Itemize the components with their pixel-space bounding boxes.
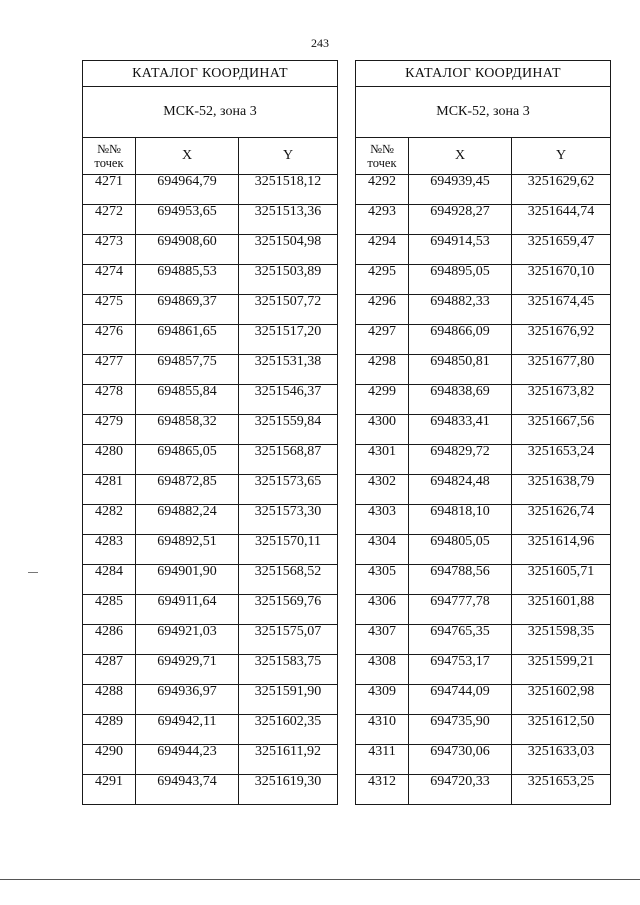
- column-header-x: X: [136, 138, 239, 175]
- table-row: [83, 745, 338, 775]
- table-row: [356, 625, 611, 655]
- column-header-point-number: [356, 138, 409, 175]
- table-row: [83, 655, 338, 685]
- point-number-cell: 4272: [83, 205, 136, 235]
- table-row: [356, 415, 611, 445]
- y-coordinate-cell: 3251601,88: [512, 595, 611, 625]
- x-coordinate-cell: 694858,32: [136, 415, 239, 445]
- point-number-cell: 4288: [83, 685, 136, 715]
- y-coordinate-cell: 3251583,75: [239, 655, 338, 685]
- y-coordinate-cell: 3251518,12: [239, 175, 338, 205]
- y-coordinate-cell: 3251602,35: [239, 715, 338, 745]
- column-header-y: Y: [239, 138, 338, 175]
- x-coordinate-cell: 694788,56: [409, 565, 512, 595]
- column-header-num-line2: точек: [94, 156, 124, 170]
- y-coordinate-cell: 3251612,50: [512, 715, 611, 745]
- table-row: [83, 175, 338, 205]
- point-number-cell: 4280: [83, 445, 136, 475]
- y-coordinate-cell: 3251676,92: [512, 325, 611, 355]
- y-coordinate-cell: 3251568,52: [239, 565, 338, 595]
- column-header-num-line1: №№: [370, 142, 394, 156]
- x-coordinate-cell: 694929,71: [136, 655, 239, 685]
- point-number-cell: 4281: [83, 475, 136, 505]
- x-coordinate-cell: 694765,35: [409, 625, 512, 655]
- y-coordinate-cell: 3251674,45: [512, 295, 611, 325]
- table-row: [356, 235, 611, 265]
- table-row: [83, 325, 338, 355]
- x-coordinate-cell: 694936,97: [136, 685, 239, 715]
- point-number-cell: 4307: [356, 625, 409, 655]
- table-row: [83, 445, 338, 475]
- table-row: [356, 295, 611, 325]
- point-number-cell: 4274: [83, 265, 136, 295]
- table-row: [356, 265, 611, 295]
- x-coordinate-cell: 694838,69: [409, 385, 512, 415]
- table-row: [83, 205, 338, 235]
- table-row: [83, 415, 338, 445]
- point-number-cell: 4310: [356, 715, 409, 745]
- point-number-cell: 4289: [83, 715, 136, 745]
- y-coordinate-cell: 3251619,30: [239, 775, 338, 805]
- point-number-cell: 4312: [356, 775, 409, 805]
- table-row: [356, 565, 611, 595]
- point-number-cell: 4283: [83, 535, 136, 565]
- table-row: [356, 775, 611, 805]
- x-coordinate-cell: 694964,79: [136, 175, 239, 205]
- x-coordinate-cell: 694892,51: [136, 535, 239, 565]
- y-coordinate-cell: 3251573,30: [239, 505, 338, 535]
- point-number-cell: 4298: [356, 355, 409, 385]
- table-row: [356, 175, 611, 205]
- table-row: [356, 595, 611, 625]
- table-body: [83, 175, 338, 805]
- point-number-cell: 4302: [356, 475, 409, 505]
- point-number-cell: 4308: [356, 655, 409, 685]
- y-coordinate-cell: 3251659,47: [512, 235, 611, 265]
- y-coordinate-cell: 3251614,96: [512, 535, 611, 565]
- margin-mark: [28, 572, 38, 573]
- y-coordinate-cell: 3251611,92: [239, 745, 338, 775]
- catalog-title: КАТАЛОГ КООРДИНАТ: [356, 61, 611, 87]
- x-coordinate-cell: 694861,65: [136, 325, 239, 355]
- point-number-cell: 4306: [356, 595, 409, 625]
- y-coordinate-cell: 3251504,98: [239, 235, 338, 265]
- table-row: [83, 535, 338, 565]
- y-coordinate-cell: 3251599,21: [512, 655, 611, 685]
- column-header-x: X: [409, 138, 512, 175]
- point-number-cell: 4284: [83, 565, 136, 595]
- x-coordinate-cell: 694753,17: [409, 655, 512, 685]
- point-number-cell: 4276: [83, 325, 136, 355]
- y-coordinate-cell: 3251653,24: [512, 445, 611, 475]
- table-body: [356, 175, 611, 805]
- y-coordinate-cell: 3251667,56: [512, 415, 611, 445]
- y-coordinate-cell: 3251673,82: [512, 385, 611, 415]
- point-number-cell: 4296: [356, 295, 409, 325]
- point-number-cell: 4311: [356, 745, 409, 775]
- y-coordinate-cell: 3251573,65: [239, 475, 338, 505]
- table-row: [83, 775, 338, 805]
- table-row: [356, 715, 611, 745]
- y-coordinate-cell: 3251677,80: [512, 355, 611, 385]
- point-number-cell: 4286: [83, 625, 136, 655]
- point-number-cell: 4305: [356, 565, 409, 595]
- x-coordinate-cell: 694865,05: [136, 445, 239, 475]
- y-coordinate-cell: 3251507,72: [239, 295, 338, 325]
- x-coordinate-cell: 694730,06: [409, 745, 512, 775]
- point-number-cell: 4299: [356, 385, 409, 415]
- y-coordinate-cell: 3251575,07: [239, 625, 338, 655]
- y-coordinate-cell: 3251644,74: [512, 205, 611, 235]
- x-coordinate-cell: 694829,72: [409, 445, 512, 475]
- point-number-cell: 4291: [83, 775, 136, 805]
- point-number-cell: 4303: [356, 505, 409, 535]
- x-coordinate-cell: 694882,24: [136, 505, 239, 535]
- point-number-cell: 4278: [83, 385, 136, 415]
- y-coordinate-cell: 3251653,25: [512, 775, 611, 805]
- point-number-cell: 4271: [83, 175, 136, 205]
- column-header-point-number: [83, 138, 136, 175]
- table-row: [83, 385, 338, 415]
- table-row: [83, 505, 338, 535]
- table-row: [83, 475, 338, 505]
- table-row: [356, 475, 611, 505]
- y-coordinate-cell: 3251605,71: [512, 565, 611, 595]
- x-coordinate-cell: 694833,41: [409, 415, 512, 445]
- table-row: [356, 685, 611, 715]
- point-number-cell: 4295: [356, 265, 409, 295]
- x-coordinate-cell: 694939,45: [409, 175, 512, 205]
- x-coordinate-cell: 694908,60: [136, 235, 239, 265]
- x-coordinate-cell: 694943,74: [136, 775, 239, 805]
- column-header-y: Y: [512, 138, 611, 175]
- table-row: [356, 745, 611, 775]
- table-row: [83, 625, 338, 655]
- table-row: [83, 355, 338, 385]
- table-row: [356, 385, 611, 415]
- table-row: [83, 565, 338, 595]
- point-number-cell: 4285: [83, 595, 136, 625]
- y-coordinate-cell: 3251546,37: [239, 385, 338, 415]
- table-row: [356, 325, 611, 355]
- y-coordinate-cell: 3251570,11: [239, 535, 338, 565]
- y-coordinate-cell: 3251602,98: [512, 685, 611, 715]
- bottom-rule: [0, 879, 640, 880]
- point-number-cell: 4275: [83, 295, 136, 325]
- point-number-cell: 4297: [356, 325, 409, 355]
- x-coordinate-cell: 694744,09: [409, 685, 512, 715]
- column-header-num-line2: точек: [367, 156, 397, 170]
- x-coordinate-cell: 694953,65: [136, 205, 239, 235]
- x-coordinate-cell: 694855,84: [136, 385, 239, 415]
- catalog-subtitle: МСК-52, зона 3: [83, 87, 338, 138]
- y-coordinate-cell: 3251633,03: [512, 745, 611, 775]
- table-row: [83, 295, 338, 325]
- x-coordinate-cell: 694824,48: [409, 475, 512, 505]
- table-row: [83, 235, 338, 265]
- table-row: [356, 205, 611, 235]
- x-coordinate-cell: 694911,64: [136, 595, 239, 625]
- x-coordinate-cell: 694850,81: [409, 355, 512, 385]
- x-coordinate-cell: 694944,23: [136, 745, 239, 775]
- point-number-cell: 4287: [83, 655, 136, 685]
- catalog-subtitle: МСК-52, зона 3: [356, 87, 611, 138]
- x-coordinate-cell: 694805,05: [409, 535, 512, 565]
- table-row: [356, 445, 611, 475]
- table-row: [83, 265, 338, 295]
- y-coordinate-cell: 3251629,62: [512, 175, 611, 205]
- table-row: [83, 685, 338, 715]
- y-coordinate-cell: 3251638,79: [512, 475, 611, 505]
- y-coordinate-cell: 3251559,84: [239, 415, 338, 445]
- x-coordinate-cell: 694857,75: [136, 355, 239, 385]
- point-number-cell: 4279: [83, 415, 136, 445]
- point-number-cell: 4277: [83, 355, 136, 385]
- point-number-cell: 4300: [356, 415, 409, 445]
- x-coordinate-cell: 694942,11: [136, 715, 239, 745]
- x-coordinate-cell: 694866,09: [409, 325, 512, 355]
- y-coordinate-cell: 3251517,20: [239, 325, 338, 355]
- y-coordinate-cell: 3251670,10: [512, 265, 611, 295]
- point-number-cell: 4301: [356, 445, 409, 475]
- column-header-num-line1: №№: [97, 142, 121, 156]
- y-coordinate-cell: 3251503,89: [239, 265, 338, 295]
- point-number-cell: 4282: [83, 505, 136, 535]
- x-coordinate-cell: 694720,33: [409, 775, 512, 805]
- x-coordinate-cell: 694914,53: [409, 235, 512, 265]
- table-row: [356, 655, 611, 685]
- x-coordinate-cell: 694921,03: [136, 625, 239, 655]
- point-number-cell: 4292: [356, 175, 409, 205]
- table-row: [83, 715, 338, 745]
- x-coordinate-cell: 694928,27: [409, 205, 512, 235]
- point-number-cell: 4290: [83, 745, 136, 775]
- catalog-title: КАТАЛОГ КООРДИНАТ: [83, 61, 338, 87]
- x-coordinate-cell: 694872,85: [136, 475, 239, 505]
- table-row: [356, 505, 611, 535]
- x-coordinate-cell: 694882,33: [409, 295, 512, 325]
- page-number: 243: [311, 36, 329, 50]
- x-coordinate-cell: 694895,05: [409, 265, 512, 295]
- x-coordinate-cell: 694869,37: [136, 295, 239, 325]
- y-coordinate-cell: 3251531,38: [239, 355, 338, 385]
- coordinate-catalog-table-right: [355, 60, 611, 805]
- point-number-cell: 4304: [356, 535, 409, 565]
- point-number-cell: 4294: [356, 235, 409, 265]
- x-coordinate-cell: 694777,78: [409, 595, 512, 625]
- table-row: [356, 355, 611, 385]
- x-coordinate-cell: 694885,53: [136, 265, 239, 295]
- y-coordinate-cell: 3251591,90: [239, 685, 338, 715]
- y-coordinate-cell: 3251598,35: [512, 625, 611, 655]
- table-row: [83, 595, 338, 625]
- y-coordinate-cell: 3251569,76: [239, 595, 338, 625]
- point-number-cell: 4273: [83, 235, 136, 265]
- y-coordinate-cell: 3251513,36: [239, 205, 338, 235]
- x-coordinate-cell: 694818,10: [409, 505, 512, 535]
- point-number-cell: 4293: [356, 205, 409, 235]
- y-coordinate-cell: 3251626,74: [512, 505, 611, 535]
- point-number-cell: 4309: [356, 685, 409, 715]
- y-coordinate-cell: 3251568,87: [239, 445, 338, 475]
- x-coordinate-cell: 694735,90: [409, 715, 512, 745]
- x-coordinate-cell: 694901,90: [136, 565, 239, 595]
- coordinate-catalog-table-left: [82, 60, 338, 805]
- table-row: [356, 535, 611, 565]
